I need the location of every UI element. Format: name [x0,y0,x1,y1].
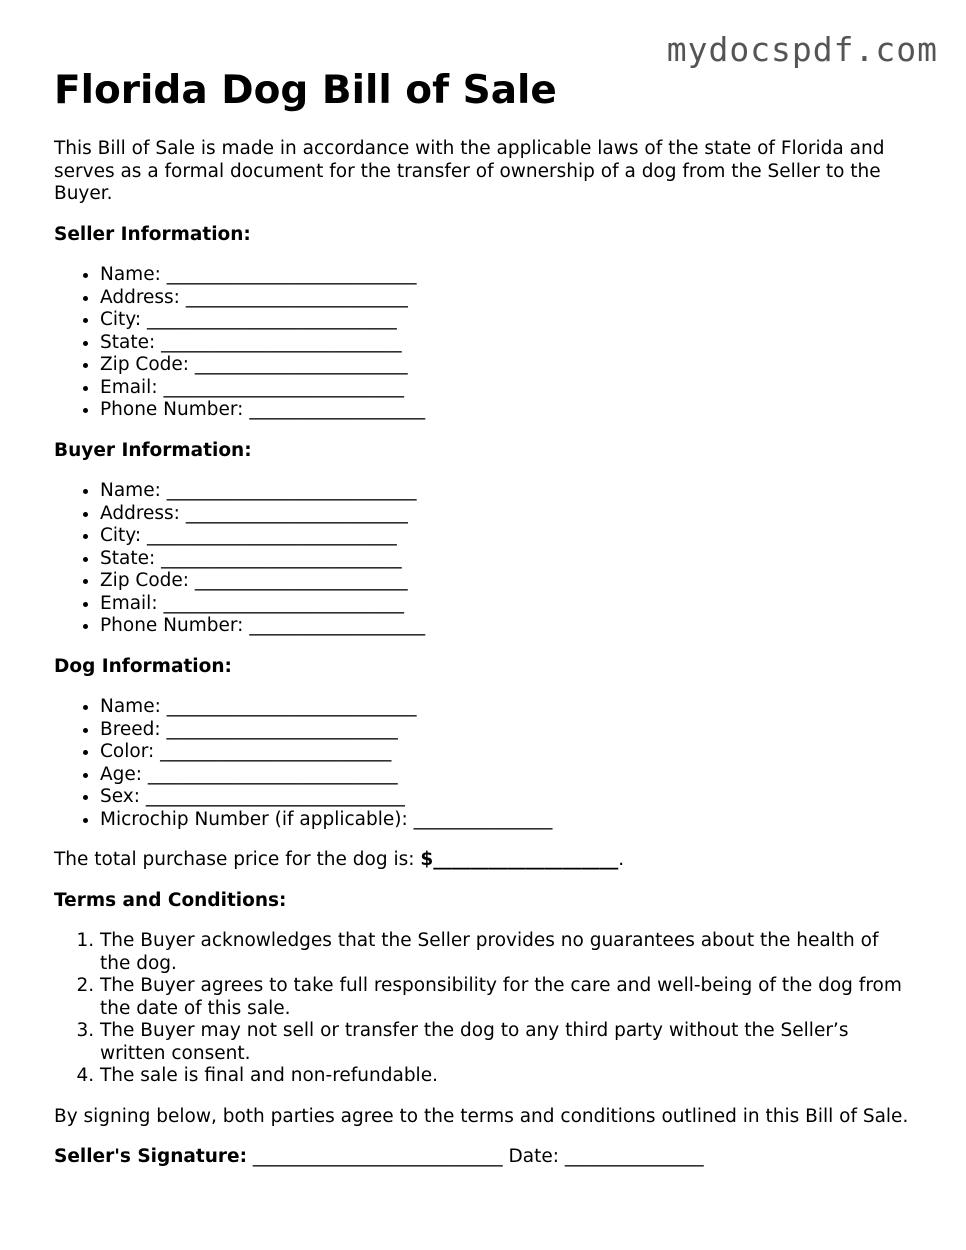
buyer-email-field[interactable]: • Email: __________________________ [100,593,914,616]
buyer-city-field[interactable]: • City: ___________________________ [100,525,914,548]
terms-item: 4. The sale is final and non-refundable. [100,1065,914,1088]
date-blank[interactable]: _______________ [564,1146,704,1167]
intro-paragraph: This Bill of Sale is made in accordance with the applicable laws of the state of Florida and serves as a formal document for the transfer of ownership of a dog from the Seller to the Buyer. [54,138,885,204]
seller-city-field[interactable]: • City: ___________________________ [100,309,914,332]
seller-name-field[interactable]: • Name: ___________________________ [100,264,914,287]
terms-item: 1. The Buyer acknowledges that the Seller provides no guarantees about the health of the dog. [100,930,914,975]
seller-signature-label: Seller's Signature: [54,1146,247,1167]
dog-microchip-field[interactable]: • Microchip Number (if applicable): _______________ [100,809,914,832]
dog-heading: Dog Information: [54,655,232,677]
seller-address-field[interactable]: • Address: ________________________ [100,287,914,310]
closing-paragraph: By signing below, both parties agree to the terms and conditions outlined in this Bill of Sale. [54,1105,909,1127]
buyer-state-field[interactable]: • State: __________________________ [100,548,914,571]
seller-phone-field[interactable]: • Phone Number: ___________________ [100,399,914,422]
seller-state-field[interactable]: • State: __________________________ [100,332,914,355]
buyer-zip-field[interactable]: • Zip Code: _______________________ [100,570,914,593]
terms-item: 2. The Buyer agrees to take full responsibility for the care and well-being of the dog from the date of this sale. [100,975,914,1020]
buyer-heading: Buyer Information: [54,439,252,461]
seller-fields-list [54,264,914,422]
buyer-address-field[interactable]: • Address: ________________________ [100,503,914,526]
dog-breed-field[interactable]: • Breed: _________________________ [100,719,914,742]
terms-list [54,930,914,1088]
terms-heading: Terms and Conditions: [54,889,287,911]
dog-color-field[interactable]: • Color: _________________________ [100,741,914,764]
dog-sex-field[interactable]: • Sex: ____________________________ [100,786,914,809]
date-label: Date: [508,1146,559,1167]
terms-item: 3. The Buyer may not sell or transfer the dog to any third party without the Seller’s written consent. [100,1020,914,1065]
dog-age-field[interactable]: • Age: ___________________________ [100,764,914,787]
document-page [54,66,914,1169]
watermark: mydocspdf.com [666,30,938,69]
purchase-price: The total purchase price for the dog is: $____________________. [54,849,625,870]
page-title: Florida Dog Bill of Sale [54,68,557,113]
seller-zip-field[interactable]: • Zip Code: _______________________ [100,354,914,377]
buyer-phone-field[interactable]: • Phone Number: ___________________ [100,615,914,638]
seller-email-field[interactable]: • Email: __________________________ [100,377,914,400]
buyer-name-field[interactable]: • Name: ___________________________ [100,480,914,503]
buyer-fields-list [54,480,914,638]
seller-signature-blank[interactable]: ___________________________ [252,1146,503,1167]
signature-line [54,1146,914,1169]
dog-fields-list [54,696,914,831]
seller-heading: Seller Information: [54,223,251,245]
price-blank[interactable]: $____________________ [420,849,619,870]
dog-name-field[interactable]: • Name: ___________________________ [100,696,914,719]
